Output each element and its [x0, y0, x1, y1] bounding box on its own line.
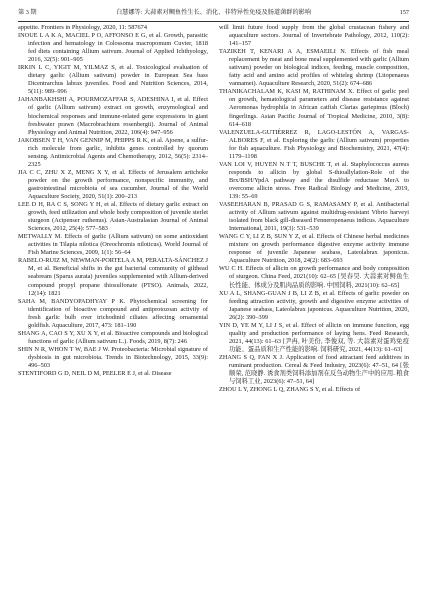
reference-item: SHANG A, CAO S Y, XU X Y, et al. Bioactive compounds and biological functions of garlic (Allium sativum L.). Foods, 2019, 8(7): 246 [18, 329, 208, 345]
page-header [18, 6, 409, 20]
reference-item: RABELO-RUIZ M, NEWMAN-PORTELA A M, PERALTA-SÁNCHEZ J M, et al. Beneficial shifts in the gut bacterial community of gilthead seabream (Sparus aurata) juveniles supplemented with Allium-derived compound propyl propane thiosulfonate (PTSO). Animals, 2022, 12(14): 1821 [18, 257, 208, 297]
reference-item: WU C H. Effects of allicin on growth performance and body composition of sturgeon. China Feed, 2021(10): 62–65 [吴春昊. 大蒜素对鲟鱼生长性能、体成分及肌肉品质的影响. 中国饲料, 2021(10): 62–65] [219, 265, 409, 289]
reference-item: SHIN N R, WHON T W, BAE J W. Proteobacteria: Microbial signature of dysbiosis in gut microbiota. Trends in Biotechnology, 2015, 33(9): 496–503 [18, 345, 208, 369]
reference-item: LEE D H, RA C S, SONG Y H, et al. Effects of dietary garlic extract on growth, feed utilization and whole body composition of juvenile sterlet sturgeon (Acipenser ruthenus). Asian-Australasian Journal of Animal Sciences, 2012, 25(4): 577–583 [18, 201, 208, 233]
reference-item: TAZIKEH T, KENARI A A, ESMAEILI N. Effects of fish meal replacement by meat and bone meal supplemented with garlic (Allium sativum) powder on biological indices, feeding, muscle composition, fatty acid and amino acid profiles of whiteleg shrimp (Litopenaeus vannamei). Aquaculture Research, 2020, 51(2): 674–686 [219, 48, 409, 88]
reference-item: JAHANBAKHSHI A, POURMOZAFFAR S, ADESHINA I, et al. Effect of garlic (Allium sativum) extract on growth, enzymological and biochemical responses and immune-related gene expressions in giant freshwater prawn (Macrobrachium rosenbergii). Journal of Animal Physiology and Animal Nutrition, 2022, 106(4): 947–956 [18, 96, 208, 136]
reference-item: ZHANG S Q, FAN X J. Application of food attractant feed additives in ruminant production. Cereal & Feed Industry, 2023(6): 47–51, 64 [张顺荣, 范晓静. 诱食剂类饲料添加剂在反刍动物生产中的应用. 粮食与饲料工业, 2023(6): 47–51, 64] [219, 353, 409, 386]
reference-item: VALENZUELA-GUTIÉRREZ R, LAGO-LESTÓN A, VARGAS-ALBORES F, et al. Exploring the garlic (Allium sativum) properties for fish aquaculture. Fish Physiology and Biochemistry, 2021, 47(4): 1179–1198 [219, 128, 409, 160]
reference-item: JIA C C, ZHU X Z, MENG X Y, et al. Effects of Jerusalem artichoke powder on the growth performance, nonspecific immunity, and gastrointestinal microbiota of sea cucumber. Journal of the World Aquaculture Society, 2020, 51(1): 200–213 [18, 168, 208, 200]
reference-item: XU A L, SHANG-GUAN J B, LI Z B, et al. Effects of garlic powder on feeding attraction activity, growth and digestive enzyme activities of Japanese seabass, Lateolabrax japonicus. Aquaculture Nutrition, 2020, 26(2): 390–399 [219, 289, 409, 321]
reference-item: JAKOBSEN T H, VAN GENNIP M, PHIPPS R K, et al. Ajoene, a sulfur-rich molecule from garlic, inhibits genes controlled by quorum sensing. Antimicrobial Agents and Chemotherapy, 2012, 56(5): 2314–2325 [18, 136, 208, 168]
reference-item: VASEEHARAN B, PRASAD G S, RAMASAMY P, et al. Antibacterial activity of Allium sativum against multidrug-resistant Vibrio harveyi isolated from black gill-diseased Fenneropenaeus indicus. Aquaculture International, 2011, 19(3): 531–539 [219, 201, 409, 233]
reference-item: YIN D, YE M Y, LI J S, et al. Effect of allicin on immune function, egg quality and production performance of laying hens. Feed Research, 2021, 44(13): 61–63 [尹冉, 叶美份, 李俊双, 等. 大蒜素对蛋鸡免疫功能、蛋品质和生产性能的影响. 饲料研究, 2021, 44(13): 61–63] [219, 321, 409, 353]
page-number: 157 [399, 9, 409, 16]
references-left-column [18, 24, 208, 378]
reference-item: INOUE L A K A, MACIEL P O, AFFONSO E G, et al. Growth, parasitic infection and hematology in Colossoma macropomum Cuvier, 1818 fed diets containing Allium sativum. Journal of Applied Ichthyology, 2016, 32(5): 901–905 [18, 32, 208, 64]
reference-item: SAHA M, BANDYOPADHYAY P K. Phytochemical screening for identification of bioactive compound and antiprotozoan activity of fresh garlic bulb over trichodinid ciliates affecting ornamental goldfish. Aquaculture, 2017, 473: 181–190 [18, 297, 208, 329]
reference-item: THANIKACHALAM K, KASI M, RATHINAM X. Effect of garlic peel on growth, hematological parameters and disease resistance against Aeromonas hydrophila in African catfish Clarias gariepinus (Bloch) fingerlings. Asian Pacific Journal of Tropical Medicine, 2010, 3(8): 614–618 [219, 88, 409, 128]
reference-item: ZHOU L Y, ZHONG L Q, ZHANG S Y, et al. Effects of [219, 386, 361, 394]
reference-item: will limit future food supply from the global crustacean fishery and aquaculture sectors. Journal of Invertebrate Pathology, 2012, 110(2): 141–157 [219, 24, 409, 48]
references-right-column [219, 24, 409, 394]
reference-item: IRKIN L C, YIGIT M, YILMAZ S, et al. Toxicological evaluation of dietary garlic (Allium sativum) powder in European Sea bass Dicentrarchus labrax juveniles. Food and Nutrition Sciences, 2014, 5(11): 989–996 [18, 64, 208, 96]
running-title: 白慧娜等: 大蒜素对鲷鱼性生长、消化、非特异性免疫及肠道菌群的影响 [115, 9, 312, 16]
reference-item: METWALLY M. Effects of garlic (Allium sativum) on some antioxidant activities in Tilapia nilotica (Oreochromis niloticus). World Journal of Fish Marine Sciences, 2009, 1(1): 56–64 [18, 233, 208, 257]
header-rule [18, 21, 409, 22]
reference-item: appetite. Frontiers in Physiology, 2020, 11: 587674 [18, 24, 147, 31]
issue-number: 第 3 期 [18, 9, 37, 16]
reference-item: STENTIFORD G D, NEIL D M, PEELER E J, et al. Disease [18, 370, 172, 378]
reference-item: VAN LOI V, HUYEN N T T, BUSCHE T, et al. Staphylococcus aureus responds to allicin by global S-thioallylation-Role of the Brx/BSH/YpdA pathway and the disulfide reductase MerA to overcome allicin stress. Free Radical Biology and Medicine, 2019, 139: 55–69 [219, 160, 409, 200]
reference-item: WANG C Y, LI Z B, SUN Y Z, et al. Effects of Chinese herbal medicines mixture on growth performance digestive enzyme activity immune response of juvenile Japanese seabass, Lateolabrax japonicus. Aquaculture Nutrition, 2018, 24(2): 683–693 [219, 233, 409, 265]
